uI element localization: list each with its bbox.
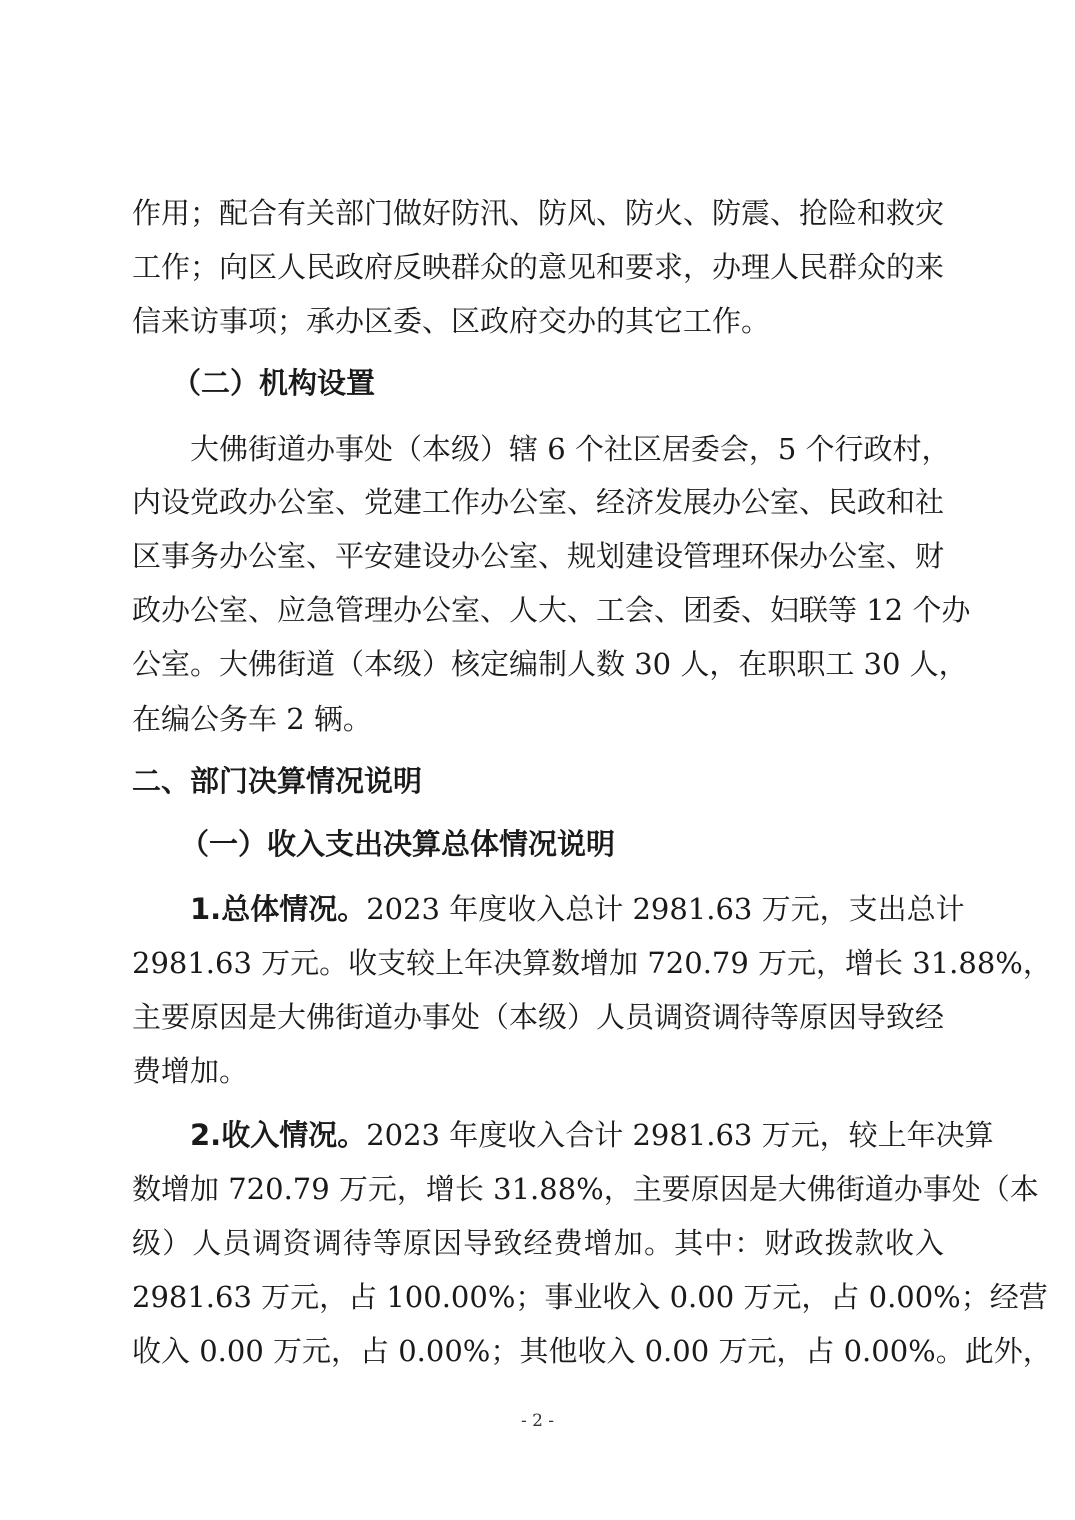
paragraph-line: 作用；配合有关部门做好防汛、防风、防火、防震、抢险和救灾 (132, 196, 945, 230)
paragraph-text: 2023 年度收入合计 2981.63 万元，较上年决算 (366, 1118, 994, 1152)
paragraph-line: 级）人员调资调待等原因导致经费增加。其中：财政拨款收入 (132, 1226, 944, 1260)
paragraph-line: 政办公室、应急管理办公室、人大、工会、团委、妇联等 12 个办 (132, 593, 971, 627)
paragraph-line: 信来访事项；承办区委、区政府交办的其它工作。 (132, 304, 771, 338)
paragraph-line: 费增加。 (132, 1054, 249, 1088)
paragraph-line: 2981.63 万元，占 100.00%；事业收入 0.00 万元，占 0.00%；经营 (132, 1280, 1048, 1314)
paragraph-line: 数增加 720.79 万元，增长 31.88%，主要原因是大佛街道办事处（本 (132, 1172, 1039, 1206)
paragraph-line: 2981.63 万元。收支较上年决算数增加 720.79 万元，增长 31.88%， (132, 946, 1052, 980)
paragraph-line: 工作；向区人民政府反映群众的意见和要求，办理人民群众的来 (132, 250, 945, 284)
chapter-heading: 二、部门决算情况说明 (132, 764, 423, 798)
paragraph-line (190, 889, 965, 929)
paragraph-line: 内设党政办公室、党建工作办公室、经济发展办公室、民政和社 (132, 485, 945, 519)
paragraph-line (190, 1115, 994, 1155)
paragraph-lead: 2.收入情况。 (190, 1118, 367, 1152)
paragraph-text: 2023 年度收入总计 2981.63 万元，支出总计 (366, 892, 965, 926)
paragraph-line: 收入 0.00 万元，占 0.00%；其他收入 0.00 万元，占 0.00%。此外， (132, 1334, 1052, 1368)
section-heading-org: （二）机构设置 (172, 366, 376, 400)
paragraph-line: 主要原因是大佛街道办事处（本级）人员调资调待等原因导致经 (132, 1000, 945, 1034)
paragraph-line: 公室。大佛街道（本级）核定编制人数 30 人，在职职工 30 人， (132, 647, 968, 681)
paragraph-lead: 1.总体情况。 (190, 892, 367, 926)
paragraph-line: 在编公务车 2 辆。 (132, 702, 372, 736)
paragraph-line: 大佛街道办事处（本级）辖 6 个社区居委会，5 个行政村， (190, 432, 951, 466)
paragraph-line: 区事务办公室、平安建设办公室、规划建设管理环保办公室、财 (132, 539, 945, 573)
page-number: - 2 - (520, 1411, 555, 1431)
section-heading-summary: （一）收入支出决算总体情况说明 (180, 827, 616, 861)
